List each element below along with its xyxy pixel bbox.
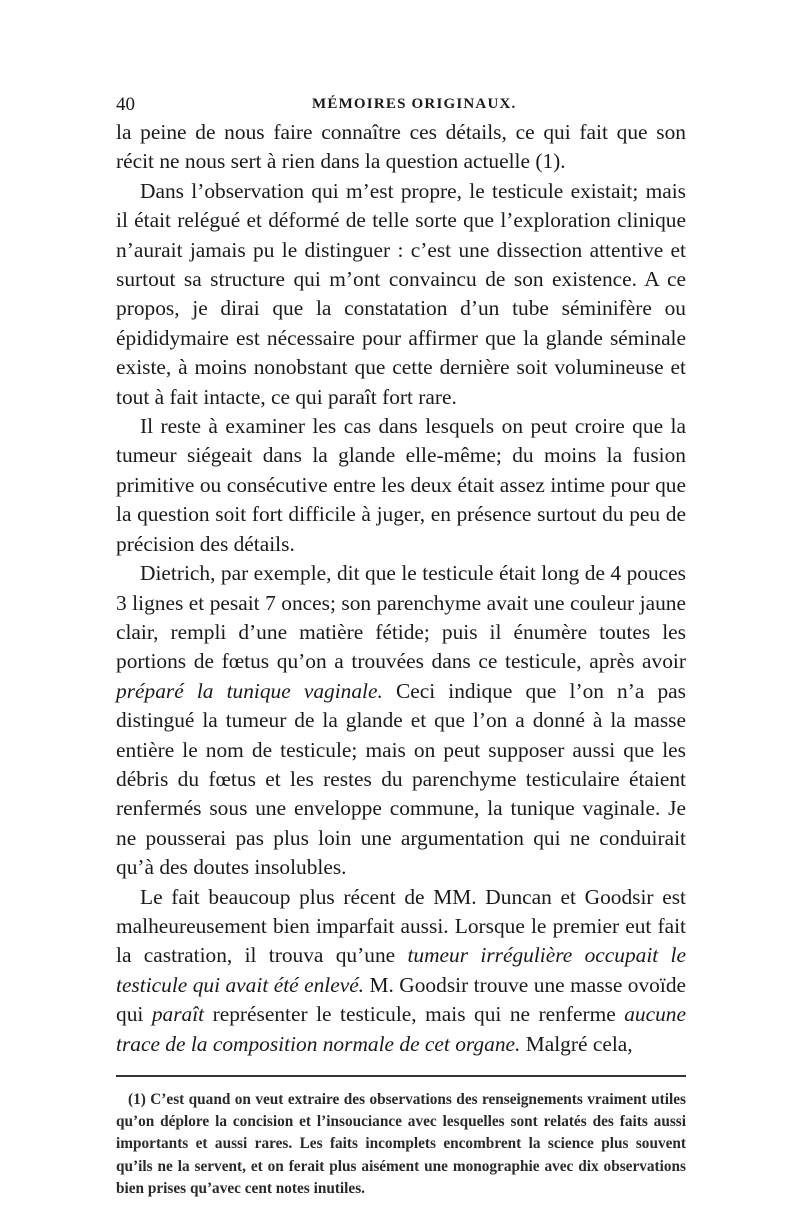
footnote-text: (1) C’est quand on veut extraire des observations des renseignements vraiment utiles qu’on déplore la concision et l’insouciance avec lesquelles sont relatés des faits aussi importants et aussi rares. Les faits incomplets encombrent la science plus souvent qu’ils ne la servent, et on ferait plus aisément une monographie avec dix observations bien prises qu’avec cent notes inutiles. [116,1091,686,1197]
body-text [116,118,686,1059]
paragraph-3: Il reste à examiner les cas dans lesquels on peut croire que la tumeur siégeait dans la glande elle-même; du moins la fusion primitive ou consécutive entre les deux était assez intime pour que la question soit fort difficile à juger, en présence surtout du peu de précision des détails. [116,414,686,556]
paragraph-5-text-d: Malgré cela, [520,1031,633,1056]
paragraph-5-text-a: Le fait beaucoup plus récent de MM. Duncan et Goodsir est malheureusement bien imparfait aussi. Lorsque le premier eut fait la castration, il trouva qu’une [116,884,686,968]
paragraph-5-text-c: représenter le testicule, mais qui ne renferme [204,1002,625,1027]
running-head [116,92,686,118]
paragraph-4-text-a: Dietrich, par exemple, dit que le testicule était long de 4 pouces 3 lignes et pesait 7 onces; son parenchyme avait une couleur jaune clair, rempli d’une matière fétide; puis il énumère toutes les portions de fœtus qu’on a trouvées dans ce testicule, après avoir [116,561,686,674]
paragraph-5-italic-1: tumeur irrégulière occupait le testicule qui avait été enlevé. [116,943,686,997]
paragraph-4-text-b: Ceci indique que l’on n’a pas distingué la tumeur de la glande et que l’on a donné à la masse entière le nom de testicule; mais on peut supposer aussi que les débris du fœtus et les restes du parenchyme testiculaire étaient renfermés sous une enveloppe commune, la tunique vaginale. Je ne pousserai pas plus loin une argumentation qui ne conduirait qu’à des doutes insolubles. [116,678,686,880]
paragraph-4 [116,559,686,882]
paragraph-2: Dans l’observation qui m’est propre, le testicule existait; mais il était relégué et déformé de telle sorte que l’exploration clinique n’aurait jamais pu le distinguer : c’est une dissection attentive et surtout sa structure qui m’ont convaincu de son existence. A ce propos, je dirai que la constatation d’un tube séminifère ou épididymaire est nécessaire pour affirmer que la glande séminale existe, à moins nonobstant que cette dernière soit volumineuse et tout à fait intacte, ce qui paraît fort rare. [116,178,686,409]
footnote-rule [116,1075,686,1077]
paragraph-5-text-b: M. Goodsir trouve une masse ovoïde qui [116,972,687,1027]
running-title: MÉMOIRES ORIGINAUX. [312,96,517,112]
page-number: 40 [116,94,135,115]
paragraph-5-italic-3: aucune trace de la composition normale de cet organe. [116,1002,686,1056]
book-page [116,92,686,1200]
paragraph-5 [116,883,686,1059]
paragraph-1: la peine de nous faire connaître ces détails, ce qui fait que son récit ne nous sert à rien dans la question actuelle (1). [116,120,686,174]
paragraph-4-italic: préparé la tunique vaginale. [116,678,383,703]
footnote [116,1089,686,1200]
paragraph-5-italic-2: paraît [151,1002,205,1027]
